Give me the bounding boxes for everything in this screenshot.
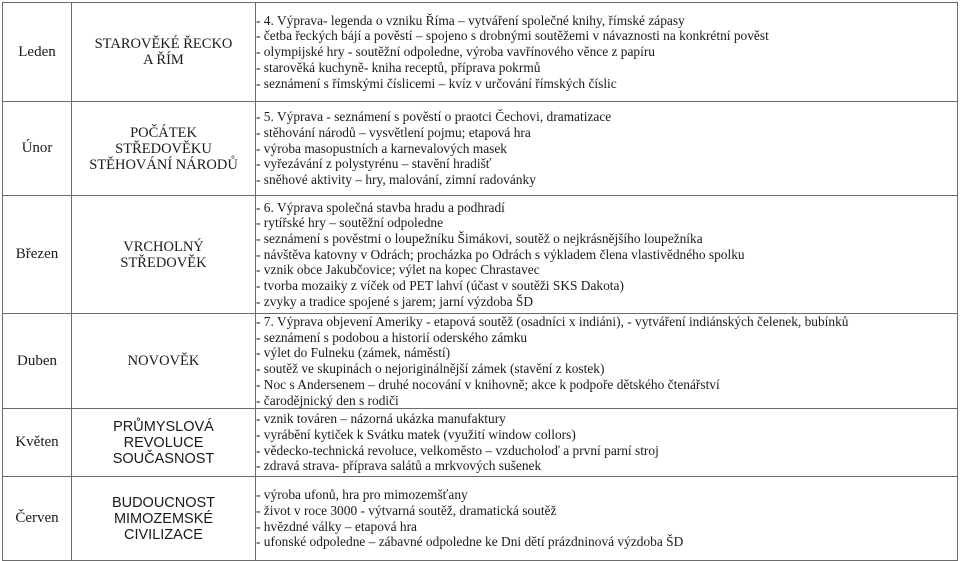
activity-line: - 5. Výprava - seznámení s pověstí o praotci Čechovi, dramatizace <box>256 109 612 125</box>
activity-plan-table <box>2 2 958 561</box>
activity-line: - ufonské odpoledne – zábavné odpoledne ke Dni dětí prázdninová výzdoba ŠD <box>256 534 684 550</box>
activity-line: - zdravá strava- příprava salátů a mrkvových sušenek <box>256 458 542 474</box>
table-row <box>3 409 958 477</box>
activity-line: - tvorba mozaiky z víček od PET lahví (účast v soutěži SKS Dakota) <box>256 278 624 294</box>
topic-line: CIVILIZACE <box>124 526 203 543</box>
month-cell: Duben <box>3 314 72 409</box>
activity-line: - vznik továren – názorná ukázka manufaktury <box>256 411 506 427</box>
activity-line: - čarodějnický den s rodiči <box>256 392 399 408</box>
topic-cell <box>72 102 256 196</box>
activity-line: - sněhové aktivity – hry, malování, zimní radovánky <box>256 172 536 188</box>
activity-line: - návštěva katovny v Odrách; procházka po Odrách s výkladem člena vlastivědného spolku <box>256 246 745 262</box>
month-cell: Květen <box>3 409 72 477</box>
table-row <box>3 477 958 561</box>
activity-line: - starověká kuchyně- kniha receptů, příprava pokrmů <box>256 59 541 75</box>
table-row <box>3 196 958 314</box>
activity-line: - výroba masopustních a karnevalových masek <box>256 140 507 156</box>
activity-line: - četba řeckých bájí a pověstí – spojeno s drobnými soutěžemi v návaznosti na konkrétní pověst <box>256 28 769 44</box>
activity-line: - Noc s Andersenem – druhé nocování v knihovně; akce k podpoře dětského čtenářství <box>256 376 720 392</box>
topic-cell <box>72 477 256 561</box>
topic-line: MIMOZEMSKÉ <box>113 510 214 527</box>
activity-line: - výroba ufonů, hra pro mimozemšťany <box>256 487 468 503</box>
activities-cell <box>256 314 958 409</box>
activity-line: - vyřezávání z polystyrénu – stavění hradišť <box>256 156 492 172</box>
activities-cell <box>256 196 958 314</box>
topic-cell <box>72 196 256 314</box>
topic-line: SOUČASNOST <box>112 450 215 467</box>
activities-cell <box>256 477 958 561</box>
activity-line: - vědecko-technická revoluce, velkoměsto – vzducholoď a první parní stroj <box>256 442 659 458</box>
activity-line: - 6. Výprava společná stavba hradu a podhradí <box>256 199 505 215</box>
topic-line: STAROVĚKÉ ŘECKO <box>94 36 233 52</box>
activity-line: - seznámení s pověstmi o loupežníku Šimákovi, soutěž o nejkrásnějšího loupežníka <box>256 230 703 246</box>
topic-line: NOVOVĚK <box>127 353 200 370</box>
activity-line: - seznámení s římskými číslicemi – kvíz v určování římských číslic <box>256 75 617 91</box>
activity-line: - rytířské hry – soutěžní odpoledne <box>256 215 444 231</box>
activity-line: - výlet do Fulneku (zámek, náměstí) <box>256 345 451 361</box>
activity-line: - seznámení s podobou a historií oderského zámku <box>256 329 528 345</box>
activity-line: - olympijské hry - soutěžní odpoledne, výroba vavřínového věnce z papíru <box>256 44 655 60</box>
topic-cell <box>72 314 256 409</box>
topic-line: STŘEDOVĚK <box>120 254 207 271</box>
activity-line: - život v roce 3000 - výtvarná soutěž, dramatická soutěž <box>256 503 557 519</box>
topic-line: POČÁTEK <box>130 124 197 141</box>
activity-line: - vznik obce Jakubčovice; výlet na kopec Chrastavec <box>256 262 540 278</box>
month-cell: Červen <box>3 477 72 561</box>
topic-line: REVOLUCE <box>123 434 204 451</box>
table-row <box>3 3 958 102</box>
table-row <box>3 102 958 196</box>
activity-line: - 7. Výprava objevení Ameriky - etapová soutěž (osadníci x indiáni), - vytváření indiánských čelenek, bubínků <box>256 314 849 329</box>
activity-line: - zvyky a tradice spojené s jarem; jarní výzdoba ŠD <box>256 293 534 309</box>
activity-line: - soutěž ve skupinách o nejoriginálnější zámek (stavění z kostek) <box>256 361 605 377</box>
topic-cell <box>72 409 256 477</box>
topic-line: BUDOUCNOST <box>111 494 216 511</box>
activity-line: - stěhování národů – vysvětlení pojmu; etapová hra <box>256 124 531 140</box>
activities-cell <box>256 3 958 102</box>
topic-line: PRŮMYSLOVÁ <box>113 418 214 435</box>
month-cell: Únor <box>3 102 72 196</box>
topic-line: STĚHOVÁNÍ NÁRODŮ <box>89 156 238 173</box>
topic-line: VRCHOLNÝ <box>123 238 204 255</box>
month-cell: Leden <box>3 3 72 102</box>
topic-line: STŘEDOVĚKU <box>115 140 212 157</box>
topic-line: A ŘÍM <box>143 52 184 68</box>
table-row <box>3 314 958 409</box>
activity-line: - hvězdné války – etapová hra <box>256 518 417 534</box>
month-cell: Březen <box>3 196 72 314</box>
topic-cell <box>72 3 256 102</box>
activity-line: - vyrábění kytiček k Svátku matek (využití window collors) <box>256 427 576 443</box>
activity-line: - 4. Výprava- legenda o vzniku Říma – vytváření společné knihy, římské zápasy <box>256 12 685 28</box>
activities-cell <box>256 102 958 196</box>
activities-cell <box>256 409 958 477</box>
